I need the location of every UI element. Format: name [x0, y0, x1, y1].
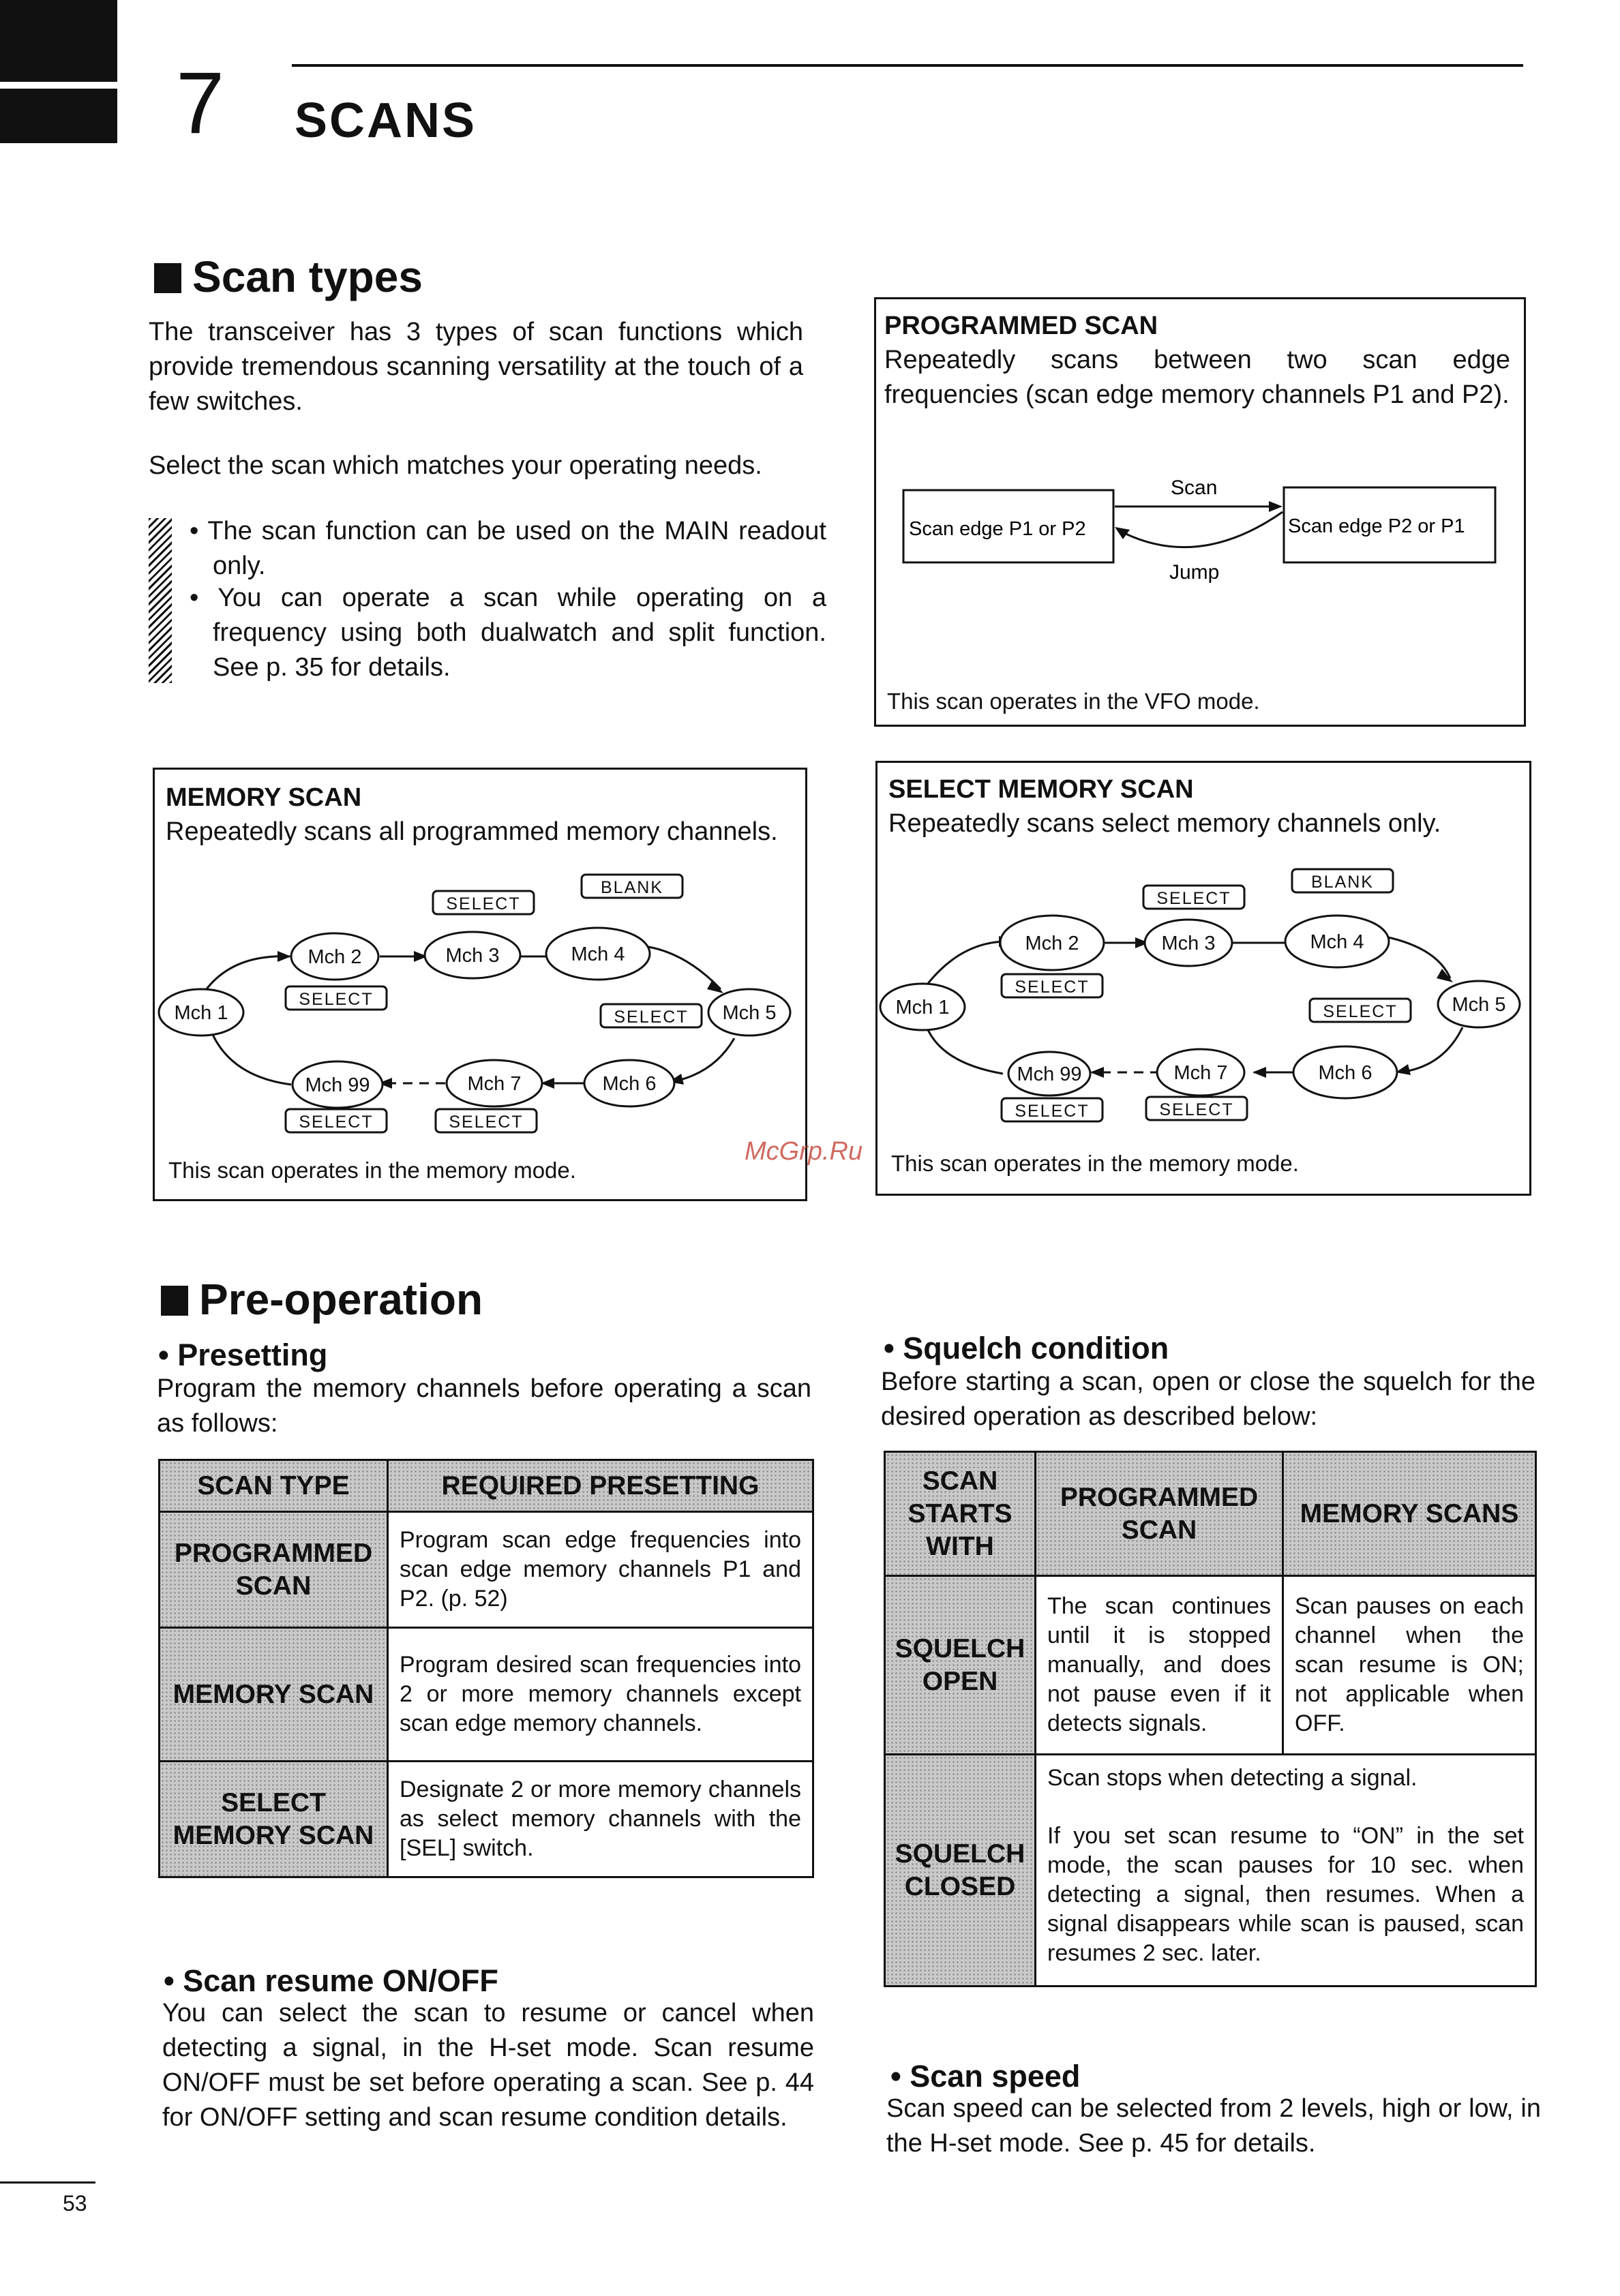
presetting-row-memory-label: MEMORY SCAN [160, 1628, 388, 1762]
s-arrowhead-to-ch7-icon [1252, 1067, 1266, 1078]
squelch-closed-line-1: Scan stops when detecting a signal. [1047, 1765, 1418, 1791]
presetting-row-programmed-label: PROGRAMMED SCAN [160, 1512, 388, 1628]
presetting-text: Program the memory channels before operating a scan as follows: [157, 1374, 811, 1438]
scan-arrowhead-icon [1269, 501, 1282, 512]
heading-square-icon [161, 1286, 188, 1316]
select-memory-scan-footer: This scan operates in the memory mode. [891, 1151, 1299, 1176]
s-select-tag-ch5-label: SELECT [1323, 1002, 1398, 1021]
s-arrowhead-to-ch99-icon [1090, 1067, 1104, 1078]
scan-types-intro: The transceiver has 3 types of scan functions which provide tremendous scanning versatility at the touch of a few switches. [149, 318, 803, 416]
s-select-tag-ch2-label: SELECT [1015, 978, 1090, 997]
ch5-label: Mch 5 [722, 1002, 777, 1024]
chapter-number: 7 [176, 55, 225, 152]
programmed-scan-footer: This scan operates in the VFO mode. [887, 689, 1260, 714]
squelch-open-memory: Scan pauses on each channel when the scan resume is ON; not applicable when OFF. [1283, 1576, 1536, 1755]
s-select-tag-ch3-label: SELECT [1156, 889, 1231, 908]
ch1-label: Mch 1 [174, 1002, 228, 1024]
select-tag-ch3-label: SELECT [446, 894, 521, 913]
chapter-tab-lower [0, 89, 117, 143]
pre-operation-heading [161, 1272, 483, 1327]
s-loop-lower-left [925, 1023, 1003, 1074]
presetting-header-required: REQUIRED PRESETTING [388, 1460, 813, 1512]
ch2-label: Mch 2 [308, 946, 362, 968]
note-hatch-icon [149, 518, 172, 683]
pre-operation-heading-text: Pre-operation [199, 1275, 483, 1324]
ch6-label: Mch 6 [602, 1073, 657, 1095]
s-arrowhead-to-ch5-icon [1437, 969, 1453, 982]
s-ch7-label: Mch 7 [1173, 1062, 1228, 1084]
s-loop-upper-right [1382, 936, 1450, 978]
loop-upper-right [648, 947, 721, 989]
chapter-title: SCANS [295, 93, 477, 148]
memory-scan-footer: This scan operates in the memory mode. [168, 1158, 576, 1183]
squelch-header-memory: MEMORY SCANS [1283, 1452, 1536, 1576]
jump-arrow-label: Jump [1169, 561, 1220, 584]
squelch-header-starts-with: SCAN STARTS WITH [885, 1452, 1036, 1576]
programmed-scan-diagram [876, 470, 1524, 592]
select-memory-scan-box [875, 761, 1531, 1196]
s-ch4-label: Mch 4 [1310, 931, 1364, 953]
note-2: • You can operate a scan while operating on a frequency using both dualwatch and split function. See p. 35 for details. [190, 584, 826, 682]
squelch-condition-text: Before starting a scan, open or close the squelch for the desired operation as described below: [881, 1368, 1535, 1431]
squelch-header-programmed: PROGRAMMED SCAN [1036, 1452, 1283, 1576]
presetting-row-select-label: SELECT MEMORY SCAN [160, 1762, 388, 1877]
presetting-table [158, 1459, 814, 1878]
scan-types-heading [154, 250, 423, 304]
s-select-tag-ch7-label: SELECT [1159, 1100, 1234, 1119]
ch4-label: Mch 4 [571, 943, 625, 965]
s-ch6-label: Mch 6 [1318, 1062, 1372, 1084]
memory-scan-diagram [155, 872, 805, 1138]
scan-resume-heading: • Scan resume ON/OFF [164, 1963, 498, 1998]
watermark: McGrp.Ru [745, 1137, 863, 1166]
programmed-scan-desc: Repeatedly scans between two scan edge frequencies (scan edge memory channels P1 and P2). [884, 346, 1510, 409]
select-memory-scan-desc: Repeatedly scans select memory channels only. [888, 809, 1441, 838]
scan-edge-left-label: Scan edge P1 or P2 [909, 518, 1086, 540]
arrowhead-to-ch5-icon [707, 980, 723, 993]
loop-upper-left [202, 956, 290, 995]
s-blank-tag-ch4-label: BLANK [1311, 873, 1374, 892]
page-number: 53 [63, 2191, 87, 2216]
footer-rule [0, 2181, 95, 2184]
header-rule [292, 64, 1523, 67]
s-loop-lower-right [1400, 1027, 1462, 1072]
presetting-row-programmed-text: Program scan edge frequencies into scan edge memory channels P1 and P2. (p. 52) [388, 1512, 813, 1628]
programmed-scan-box [874, 297, 1526, 727]
scan-types-select-text: Select the scan which matches your operating needs. [149, 451, 762, 480]
memory-scan-box [153, 768, 807, 1201]
scan-edge-right-label: Scan edge P2 or P1 [1288, 515, 1465, 537]
select-tag-ch7-label: SELECT [449, 1113, 524, 1132]
scan-types-heading-text: Scan types [192, 252, 423, 301]
jump-arrowhead-icon [1115, 527, 1130, 539]
s-ch3-label: Mch 3 [1161, 933, 1216, 954]
presetting-heading: • Presetting [158, 1338, 328, 1372]
s-ch2-label: Mch 2 [1025, 933, 1079, 954]
squelch-table [884, 1451, 1537, 1987]
select-memory-scan-title: SELECT MEMORY SCAN [888, 775, 1194, 804]
s-select-tag-ch99-label: SELECT [1015, 1102, 1090, 1121]
memory-scan-title: MEMORY SCAN [166, 783, 362, 812]
scan-speed-heading: • Scan speed [890, 2059, 1081, 2094]
s-ch99-label: Mch 99 [1017, 1063, 1082, 1085]
squelch-closed-line-2: If you set scan resume to “ON” in the set mode, the scan pauses for 10 sec. when detecting a signal, then resumes. When a signal disappears while scan is paused, scan resumes 2 sec. later. [1047, 1823, 1524, 1966]
jump-arrow [1118, 512, 1282, 547]
ch3-label: Mch 3 [445, 945, 500, 967]
scan-speed-text: Scan speed can be selected from 2 levels, high or low, in the H-set mode. See p. 45 for details. [886, 2094, 1541, 2158]
select-tag-ch99-label: SELECT [299, 1113, 374, 1132]
presetting-row-memory-text: Program desired scan frequencies into 2 or more memory channels except scan edge memory channels. [388, 1628, 813, 1762]
presetting-header-scan-type: SCAN TYPE [160, 1460, 388, 1512]
squelch-open-label: SQUELCH OPEN [885, 1576, 1036, 1755]
arrowhead-to-ch2-icon [278, 951, 291, 962]
select-memory-scan-diagram [877, 865, 1529, 1131]
heading-square-icon [154, 263, 181, 293]
squelch-closed-label: SQUELCH CLOSED [885, 1755, 1036, 1987]
s-ch5-label: Mch 5 [1452, 994, 1506, 1016]
squelch-condition-heading: • Squelch condition [884, 1331, 1169, 1365]
ch7-label: Mch 7 [467, 1073, 522, 1095]
squelch-open-programmed: The scan continues until it is stopped manually, and does not pause even if it detects signals. [1036, 1576, 1283, 1755]
presetting-row-select-text: Designate 2 or more memory channels as select memory channels with the [SEL] switch. [388, 1762, 813, 1877]
squelch-closed-text [1036, 1755, 1536, 1987]
ch99-label: Mch 99 [305, 1074, 370, 1096]
memory-scan-desc: Repeatedly scans all programmed memory channels. [166, 817, 778, 846]
chapter-tab-upper [0, 0, 117, 82]
s-ch1-label: Mch 1 [895, 997, 950, 1018]
blank-tag-ch4-label: BLANK [601, 878, 663, 897]
select-tag-ch5-label: SELECT [614, 1008, 689, 1027]
loop-lower-left [211, 1030, 291, 1085]
programmed-scan-title: PROGRAMMED SCAN [884, 312, 1158, 340]
scan-resume-text: You can select the scan to resume or cancel when detecting a signal, in the H-set mode. Scan resume ON/OFF must be set before operating a scan. See p. 44 for ON/OFF setting and scan resume condition details. [162, 1999, 814, 2132]
select-tag-ch2-label: SELECT [299, 990, 374, 1009]
scan-arrow-label: Scan [1171, 477, 1218, 499]
note-1: • The scan function can be used on the MAIN readout only. [190, 517, 826, 580]
s-loop-upper-left [922, 941, 1010, 991]
